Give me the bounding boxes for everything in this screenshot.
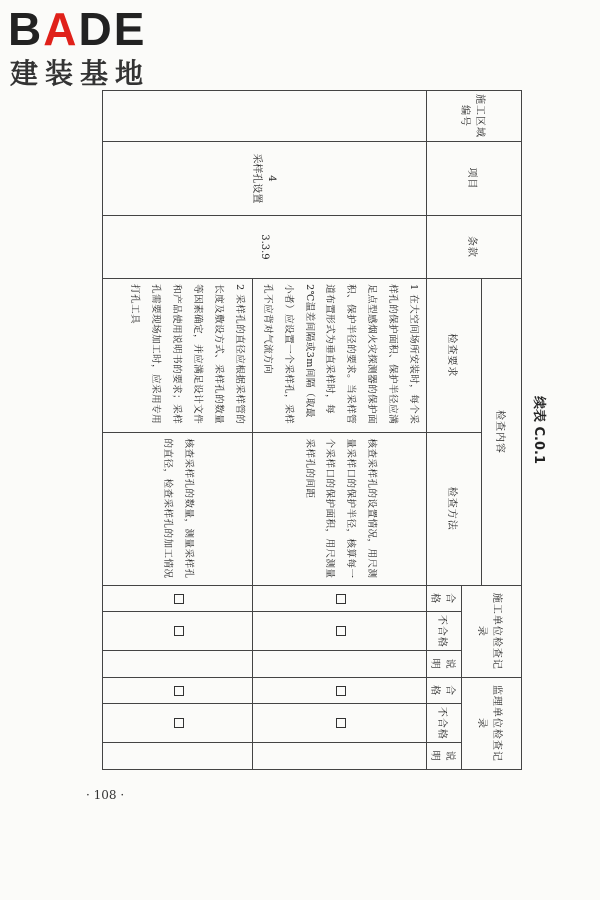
supervisor-fail-checkbox[interactable] bbox=[336, 718, 346, 728]
area-code-cell bbox=[102, 91, 426, 142]
header-contractor-fail: 不合格 bbox=[427, 612, 462, 651]
header-contractor-note: 说明 bbox=[427, 651, 462, 678]
header-clause: 条款 bbox=[427, 215, 522, 278]
header-contractor: 施工单位检查记录 bbox=[462, 585, 522, 677]
header-requirement: 检查要求 bbox=[427, 279, 482, 432]
method-2: 核查采样孔的数量，测量采样孔的直径，检查采样孔的加工情况 bbox=[102, 432, 252, 585]
header-area-code: 施工区域编号 bbox=[427, 91, 522, 142]
header-supervisor-fail: 不合格 bbox=[427, 704, 462, 743]
method-1: 核查采样孔的设置情况，用尺测量采样口的保护半径，核算每一个采样口的保护面积，用尺测量采样孔的间距 bbox=[252, 432, 426, 585]
contractor-note-cell[interactable] bbox=[252, 651, 426, 678]
item-name: 采样孔设置 bbox=[251, 153, 263, 204]
supervisor-note-cell[interactable] bbox=[102, 743, 252, 770]
contractor-pass-checkbox[interactable] bbox=[174, 594, 184, 604]
header-content: 检查内容 bbox=[482, 279, 522, 586]
header-supervisor: 监理单位检查记录 bbox=[462, 677, 522, 769]
supervisor-pass-checkbox[interactable] bbox=[336, 686, 346, 696]
contractor-note-cell[interactable] bbox=[102, 651, 252, 678]
requirement-1: 1 在大空间场所安装时，每个采样孔的保护面积、保护半径应满足点型感烟火灾探测器的保护面积、保护半径的要求。当采样管道布置形式为垂直采样时，每2℃温差间隔或3m间隔（取最小者）应设置一个采样孔，采样孔不应背对气流方向 bbox=[252, 279, 426, 432]
contractor-fail-checkbox[interactable] bbox=[174, 626, 184, 636]
page-number: · 108 · bbox=[86, 788, 125, 802]
supervisor-pass-checkbox[interactable] bbox=[174, 686, 184, 696]
table-title: 续表 C.0.1 bbox=[531, 395, 546, 465]
requirement-2: 2 采样孔的直径应根据采样管的长度及敷设方式、采样孔的数量等因素确定，并应满足设计文件和产品使用说明书的要求；采样孔需要现场加工时，应采用专用打孔工具 bbox=[102, 279, 252, 432]
bade-logo bbox=[8, 3, 188, 96]
inspection-table bbox=[102, 90, 522, 770]
item-number: 4 bbox=[266, 175, 278, 182]
logo-subtitle: 建装基地 bbox=[10, 57, 151, 90]
header-item: 项目 bbox=[427, 142, 522, 216]
supervisor-fail-checkbox[interactable] bbox=[174, 718, 184, 728]
logo-wordmark: BADE bbox=[8, 3, 147, 55]
item-cell bbox=[102, 142, 426, 216]
header-method: 检查方法 bbox=[427, 432, 482, 585]
header-supervisor-note: 说明 bbox=[427, 743, 462, 770]
header-supervisor-pass: 合格 bbox=[427, 677, 462, 704]
clause-cell: 3.3.9 bbox=[102, 215, 426, 278]
supervisor-note-cell[interactable] bbox=[252, 743, 426, 770]
table-row bbox=[252, 91, 426, 770]
contractor-pass-checkbox[interactable] bbox=[336, 594, 346, 604]
header-contractor-pass: 合格 bbox=[427, 585, 462, 612]
contractor-fail-checkbox[interactable] bbox=[336, 626, 346, 636]
rotated-table-page bbox=[110, 90, 550, 770]
